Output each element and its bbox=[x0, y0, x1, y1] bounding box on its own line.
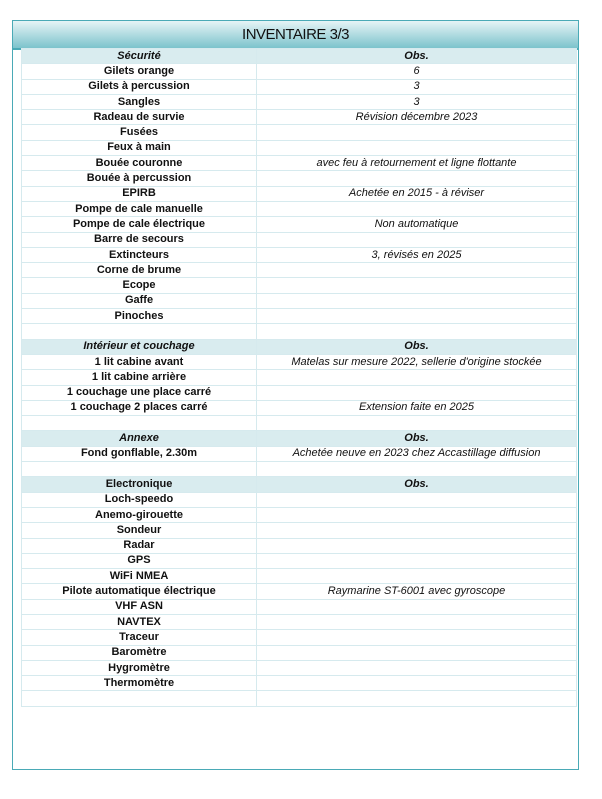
item-name: Radar bbox=[22, 538, 257, 553]
table-row bbox=[22, 217, 577, 232]
item-name: Bouée à percussion bbox=[22, 171, 257, 186]
item-obs: 3 bbox=[257, 79, 577, 94]
item-obs bbox=[257, 462, 577, 477]
table-row bbox=[22, 370, 577, 385]
table-row bbox=[22, 186, 577, 201]
item-name: 1 couchage une place carré bbox=[22, 385, 257, 400]
item-obs bbox=[257, 630, 577, 645]
item-name: WiFi NMEA bbox=[22, 569, 257, 584]
item-obs bbox=[257, 385, 577, 400]
table-row bbox=[22, 385, 577, 400]
item-name: VHF ASN bbox=[22, 599, 257, 614]
item-obs bbox=[257, 645, 577, 660]
item-obs bbox=[257, 523, 577, 538]
table-row bbox=[22, 354, 577, 369]
table-row bbox=[22, 492, 577, 507]
item-name: EPIRB bbox=[22, 186, 257, 201]
table-row bbox=[22, 110, 577, 125]
table-row bbox=[22, 569, 577, 584]
table-row bbox=[22, 79, 577, 94]
table-row bbox=[22, 263, 577, 278]
item-obs bbox=[257, 676, 577, 691]
obs-header: Obs. bbox=[257, 339, 577, 354]
item-name: Baromètre bbox=[22, 645, 257, 660]
item-obs bbox=[257, 232, 577, 247]
item-obs: Achetée en 2015 - à réviser bbox=[257, 186, 577, 201]
table-row bbox=[22, 507, 577, 522]
section-title: Annexe bbox=[22, 431, 257, 446]
table-row bbox=[22, 140, 577, 155]
item-name: Gilets à percussion bbox=[22, 79, 257, 94]
item-name: 1 lit cabine avant bbox=[22, 354, 257, 369]
inventory-table bbox=[21, 48, 577, 707]
table-row bbox=[22, 125, 577, 140]
table-row bbox=[22, 94, 577, 109]
section-header bbox=[22, 477, 577, 492]
table-row bbox=[22, 645, 577, 660]
item-obs bbox=[257, 278, 577, 293]
item-name: Fusées bbox=[22, 125, 257, 140]
table-row bbox=[22, 247, 577, 262]
item-obs bbox=[257, 599, 577, 614]
table-row bbox=[22, 676, 577, 691]
table-row bbox=[22, 523, 577, 538]
item-name: Feux à main bbox=[22, 140, 257, 155]
item-name: Hygromètre bbox=[22, 660, 257, 675]
item-name: Thermomètre bbox=[22, 676, 257, 691]
item-obs bbox=[257, 201, 577, 216]
item-obs: Raymarine ST-6001 avec gyroscope bbox=[257, 584, 577, 599]
table-row bbox=[22, 309, 577, 324]
item-name: 1 couchage 2 places carré bbox=[22, 400, 257, 415]
item-name bbox=[22, 324, 257, 339]
item-obs bbox=[257, 125, 577, 140]
table-row bbox=[22, 553, 577, 568]
obs-header: Obs. bbox=[257, 431, 577, 446]
item-name: Anemo-girouette bbox=[22, 507, 257, 522]
item-name: Pompe de cale manuelle bbox=[22, 201, 257, 216]
item-name bbox=[22, 416, 257, 431]
table-row bbox=[22, 156, 577, 171]
item-name: Sondeur bbox=[22, 523, 257, 538]
item-name: Loch-speedo bbox=[22, 492, 257, 507]
table-row bbox=[22, 278, 577, 293]
table-row bbox=[22, 416, 577, 431]
section-header bbox=[22, 431, 577, 446]
item-obs bbox=[257, 370, 577, 385]
section-header bbox=[22, 49, 577, 64]
section-title: Intérieur et couchage bbox=[22, 339, 257, 354]
table-row bbox=[22, 630, 577, 645]
item-obs: Révision décembre 2023 bbox=[257, 110, 577, 125]
item-obs bbox=[257, 691, 577, 706]
item-name bbox=[22, 691, 257, 706]
item-obs: 6 bbox=[257, 64, 577, 79]
item-obs bbox=[257, 553, 577, 568]
item-obs: Achetée neuve en 2023 chez Accastillage diffusion bbox=[257, 446, 577, 461]
table-row bbox=[22, 293, 577, 308]
item-name: Pilote automatique électrique bbox=[22, 584, 257, 599]
obs-header: Obs. bbox=[257, 477, 577, 492]
item-obs: Matelas sur mesure 2022, sellerie d'origine stockée bbox=[257, 354, 577, 369]
table-row bbox=[22, 171, 577, 186]
item-name: Radeau de survie bbox=[22, 110, 257, 125]
item-name bbox=[22, 462, 257, 477]
item-name: Extincteurs bbox=[22, 247, 257, 262]
item-obs bbox=[257, 293, 577, 308]
item-name: Barre de secours bbox=[22, 232, 257, 247]
obs-header: Obs. bbox=[257, 49, 577, 64]
item-obs bbox=[257, 538, 577, 553]
item-obs: 3 bbox=[257, 94, 577, 109]
item-obs bbox=[257, 263, 577, 278]
section-header bbox=[22, 339, 577, 354]
item-obs bbox=[257, 171, 577, 186]
table-row bbox=[22, 400, 577, 415]
item-name: Sangles bbox=[22, 94, 257, 109]
table-row bbox=[22, 201, 577, 216]
item-obs bbox=[257, 492, 577, 507]
item-obs: Extension faite en 2025 bbox=[257, 400, 577, 415]
item-obs: avec feu à retournement et ligne flottante bbox=[257, 156, 577, 171]
table-row bbox=[22, 660, 577, 675]
inventory-frame bbox=[12, 20, 579, 770]
table-row bbox=[22, 691, 577, 706]
item-name: Pinoches bbox=[22, 309, 257, 324]
item-name: Pompe de cale électrique bbox=[22, 217, 257, 232]
table-row bbox=[22, 538, 577, 553]
table-row bbox=[22, 599, 577, 614]
item-obs bbox=[257, 660, 577, 675]
section-title: Electronique bbox=[22, 477, 257, 492]
item-obs bbox=[257, 140, 577, 155]
item-obs: Non automatique bbox=[257, 217, 577, 232]
table-row bbox=[22, 446, 577, 461]
table-row bbox=[22, 462, 577, 477]
item-name: Corne de brume bbox=[22, 263, 257, 278]
item-obs bbox=[257, 416, 577, 431]
table-row bbox=[22, 232, 577, 247]
item-obs: 3, révisés en 2025 bbox=[257, 247, 577, 262]
item-name: 1 lit cabine arrière bbox=[22, 370, 257, 385]
item-obs bbox=[257, 324, 577, 339]
section-title: Sécurité bbox=[22, 49, 257, 64]
table-row bbox=[22, 64, 577, 79]
item-obs bbox=[257, 507, 577, 522]
table-row bbox=[22, 584, 577, 599]
item-name: NAVTEX bbox=[22, 614, 257, 629]
item-obs bbox=[257, 309, 577, 324]
item-obs bbox=[257, 614, 577, 629]
item-name: Fond gonflable, 2.30m bbox=[22, 446, 257, 461]
item-name: Ecope bbox=[22, 278, 257, 293]
page-title: INVENTAIRE 3/3 bbox=[13, 21, 578, 50]
item-name: Gilets orange bbox=[22, 64, 257, 79]
item-name: Bouée couronne bbox=[22, 156, 257, 171]
item-name: Gaffe bbox=[22, 293, 257, 308]
table-row bbox=[22, 324, 577, 339]
table-row bbox=[22, 614, 577, 629]
item-obs bbox=[257, 569, 577, 584]
item-name: GPS bbox=[22, 553, 257, 568]
item-name: Traceur bbox=[22, 630, 257, 645]
